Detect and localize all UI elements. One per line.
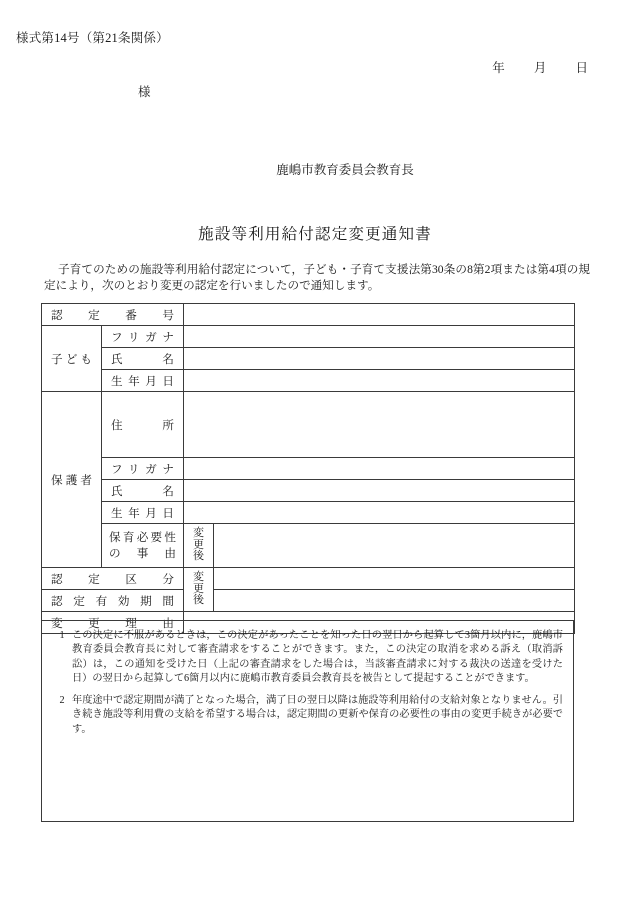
child-furigana-value[interactable] [184, 326, 575, 348]
table-row-guardian-birthdate [42, 502, 575, 524]
guardian-furigana-value[interactable] [184, 458, 575, 480]
guardian-name-value[interactable] [184, 480, 575, 502]
certification-category-label: 認定区分 [42, 568, 184, 590]
child-birthdate-label: 生年月日 [102, 370, 184, 392]
table-row-guardian-furigana [42, 458, 575, 480]
table-row-certification-number [42, 304, 575, 326]
table-row-child-name [42, 348, 575, 370]
page-title: 施設等利用給付認定変更通知書 [198, 226, 432, 243]
guardian-group-label: 保護者 [42, 392, 102, 568]
child-name-label: 氏名 [102, 348, 184, 370]
table-row-childcare-need-reason [42, 524, 575, 568]
notes-box [41, 620, 574, 822]
certification-number-label: 認定番号 [42, 304, 184, 326]
guardian-furigana-label: フリガナ [102, 458, 184, 480]
certification-period-value[interactable] [214, 590, 575, 612]
certification-number-value[interactable] [184, 304, 575, 326]
date-day-label: 日 [575, 61, 588, 75]
issuer-name: 鹿嶋市教育委員会教育長 [276, 163, 414, 177]
addressee-honorific: 様 [138, 85, 151, 99]
note-text: 年度途中で認定期間が満了となった場合，満了日の翌日以降は施設等利用給付の支給対象となりません。引き続き施設等利用費の支給を希望する場合は，認定期間の更新や保育の必要性の事由の変更手続きが必要です。 [72, 694, 563, 735]
child-group-label: 子ども [42, 326, 102, 392]
guardian-birthdate-label: 生年月日 [102, 502, 184, 524]
after-change-label-category-period: 変 更 後 [184, 568, 214, 612]
table-row-child-furigana [42, 326, 575, 348]
guardian-address-value[interactable] [184, 392, 575, 458]
date-year-label: 年 [492, 61, 505, 75]
childcare-need-reason-label: 保育必要性 の事由 [102, 524, 184, 568]
lead-paragraph: 子育てのための施設等利用給付認定について，子ども・子育て支援法第30条の8第2項または第4項の規定により，次のとおり変更の認定を行いましたので通知します。 [44, 263, 590, 293]
child-name-value[interactable] [184, 348, 575, 370]
table-row-certification-period [42, 590, 575, 612]
table-row-child-birthdate [42, 370, 575, 392]
certification-category-value[interactable] [214, 568, 575, 590]
note-item [52, 694, 563, 737]
childcare-need-reason-value[interactable] [214, 524, 575, 568]
guardian-address-label: 住所 [102, 392, 184, 458]
child-furigana-label: フリガナ [102, 326, 184, 348]
table-row-guardian-address [42, 392, 575, 458]
form-number: 様式第14号（第21条関係） [16, 31, 169, 45]
child-birthdate-value[interactable] [184, 370, 575, 392]
after-change-label-reason: 変 更 後 [184, 524, 214, 568]
guardian-name-label: 氏名 [102, 480, 184, 502]
date-month-label: 月 [533, 61, 547, 75]
date-line [492, 58, 588, 76]
guardian-birthdate-value[interactable] [184, 502, 575, 524]
certification-period-label: 認定有効期間 [42, 590, 184, 612]
certification-table [41, 303, 575, 634]
note-number: 1 [59, 630, 65, 641]
note-item [52, 629, 563, 687]
table-row-guardian-name [42, 480, 575, 502]
change-reason-label: 変更理由 [42, 612, 184, 634]
table-row-certification-category [42, 568, 575, 590]
note-text: この決定に不服があるときは，この決定があったことを知った日の翌日から起算して3箇月以内に，鹿嶋市教育委員会教育長に対して審査請求をすることができます。また，この決定の取消を求める訴え（取消訴訟）は，この通知を受けた日（上記の審査請求をした場合は，当該審査請求に対する裁決の送達を受けた日）の翌日から起算して6箇月以内に鹿嶋市教育委員会教育長を被告として提起することができます。 [72, 630, 563, 685]
note-number: 2 [59, 694, 65, 706]
